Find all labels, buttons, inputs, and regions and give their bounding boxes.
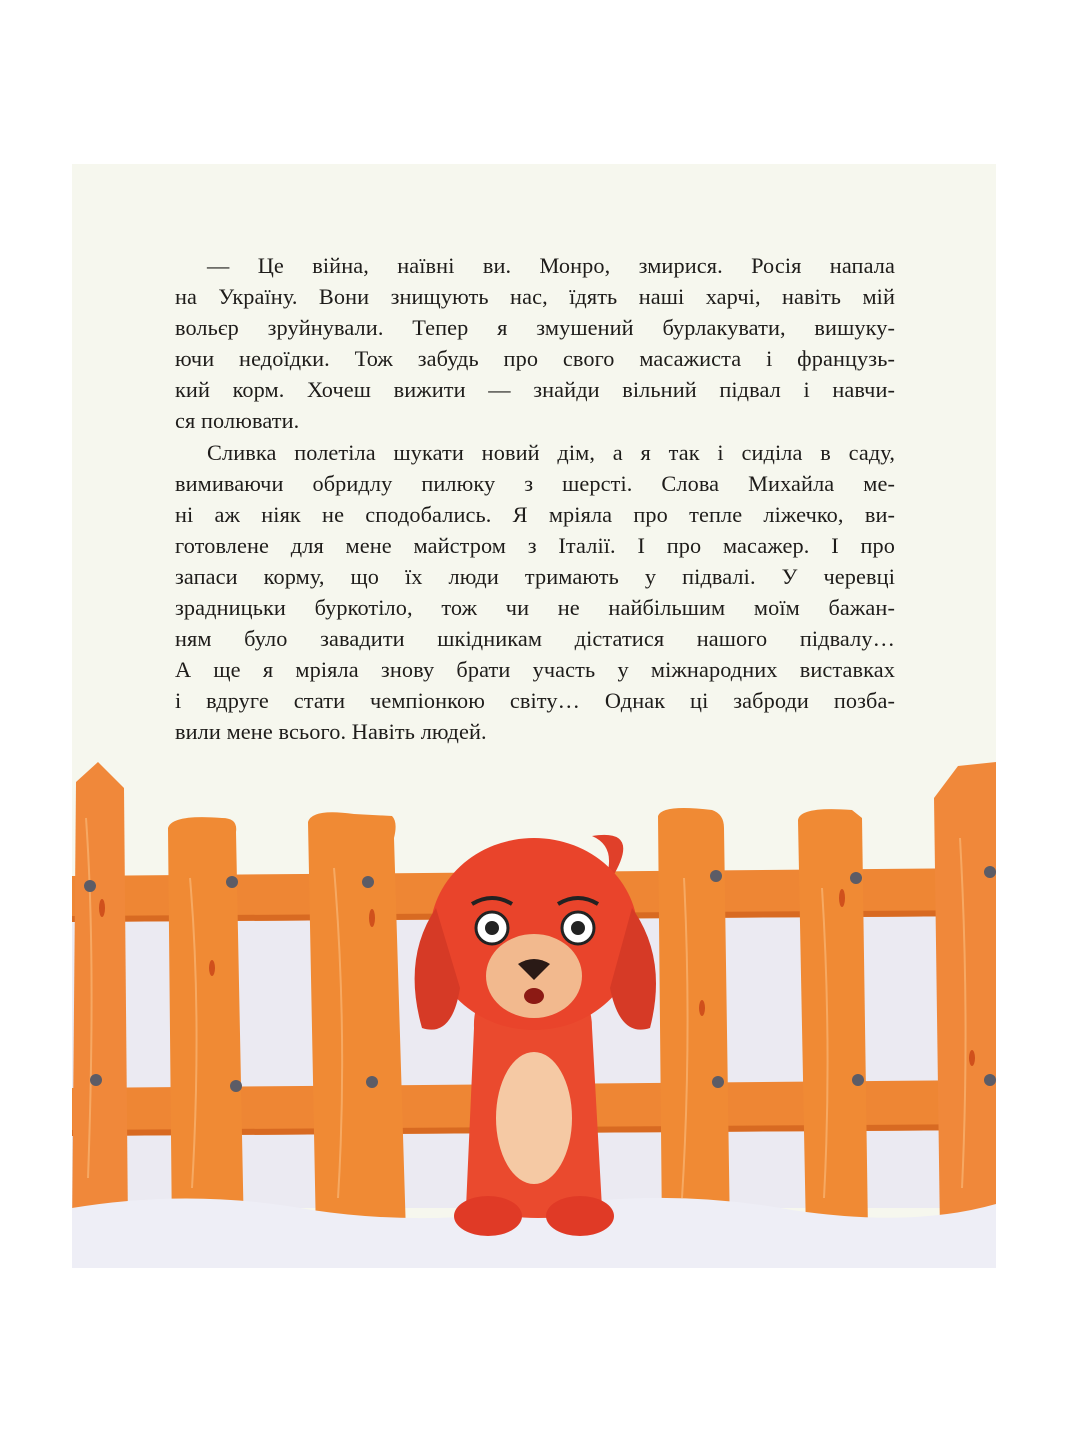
paragraph-1-line-4: ючи недоїдки. Тож забудь про свого масажиста і французь-: [175, 346, 895, 372]
paragraph-2-line-9: і вдруге стати чемпіонкою світу… Однак ці заброди позба-: [175, 688, 895, 714]
dog-right-paw: [546, 1196, 614, 1236]
fence-plank: [72, 762, 128, 1232]
book-page: [72, 164, 996, 1268]
paragraph-2-line-10: вили мене всього. Навіть людей.: [175, 719, 487, 745]
fence-dog-illustration: [72, 758, 996, 1268]
dog-left-paw: [454, 1196, 522, 1236]
dog-mouth: [524, 988, 544, 1004]
paragraph-2-line-4: готовлене для мене майстром з Італії. І про масажер. І про: [175, 532, 895, 558]
paragraph-2-line-2: вимиваючи обридлу пилюку з шерсті. Слова Михайла ме-: [175, 470, 895, 496]
paragraph-1-line-2: на Україну. Вони знищують нас, їдять наші харчі, навіть мій: [175, 284, 895, 310]
dog-belly: [496, 1052, 572, 1184]
paragraph-1-line-6: ся полювати.: [175, 408, 300, 434]
paragraph-2-line-6: зрадницьки буркотіло, тож чи не найбільшим моїм бажан-: [175, 595, 895, 621]
fence-plank: [308, 812, 406, 1236]
paragraph-1-line-5: кий корм. Хочеш вижити — знайди вільний підвал і навчи-: [175, 377, 895, 403]
paragraph-1-line-3: вольєр зруйнували. Тепер я змушений бурлакувати, вишуку-: [175, 315, 895, 341]
paragraph-2-line-5: запаси корму, що їх люди тримають у підвалі. У черевці: [175, 563, 895, 589]
paragraph-1-line-1: — Це війна, наївні ви. Монро, змирися. Росія напала: [207, 253, 895, 278]
paragraph-2-line-7: ням було завадити шкідникам дістатися нашого підвалу…: [175, 626, 895, 652]
paragraph-2-line-8: А ще я мріяла знову брати участь у міжнародних виставках: [175, 657, 895, 683]
paragraph-2-line-3: ні аж ніяк не сподобались. Я мріяла про тепле ліжечко, ви-: [175, 501, 895, 527]
story-text: [175, 250, 895, 748]
paragraph-2-line-1: Сливка полетіла шукати новий дім, а я так і сиділа в саду,: [207, 439, 895, 465]
